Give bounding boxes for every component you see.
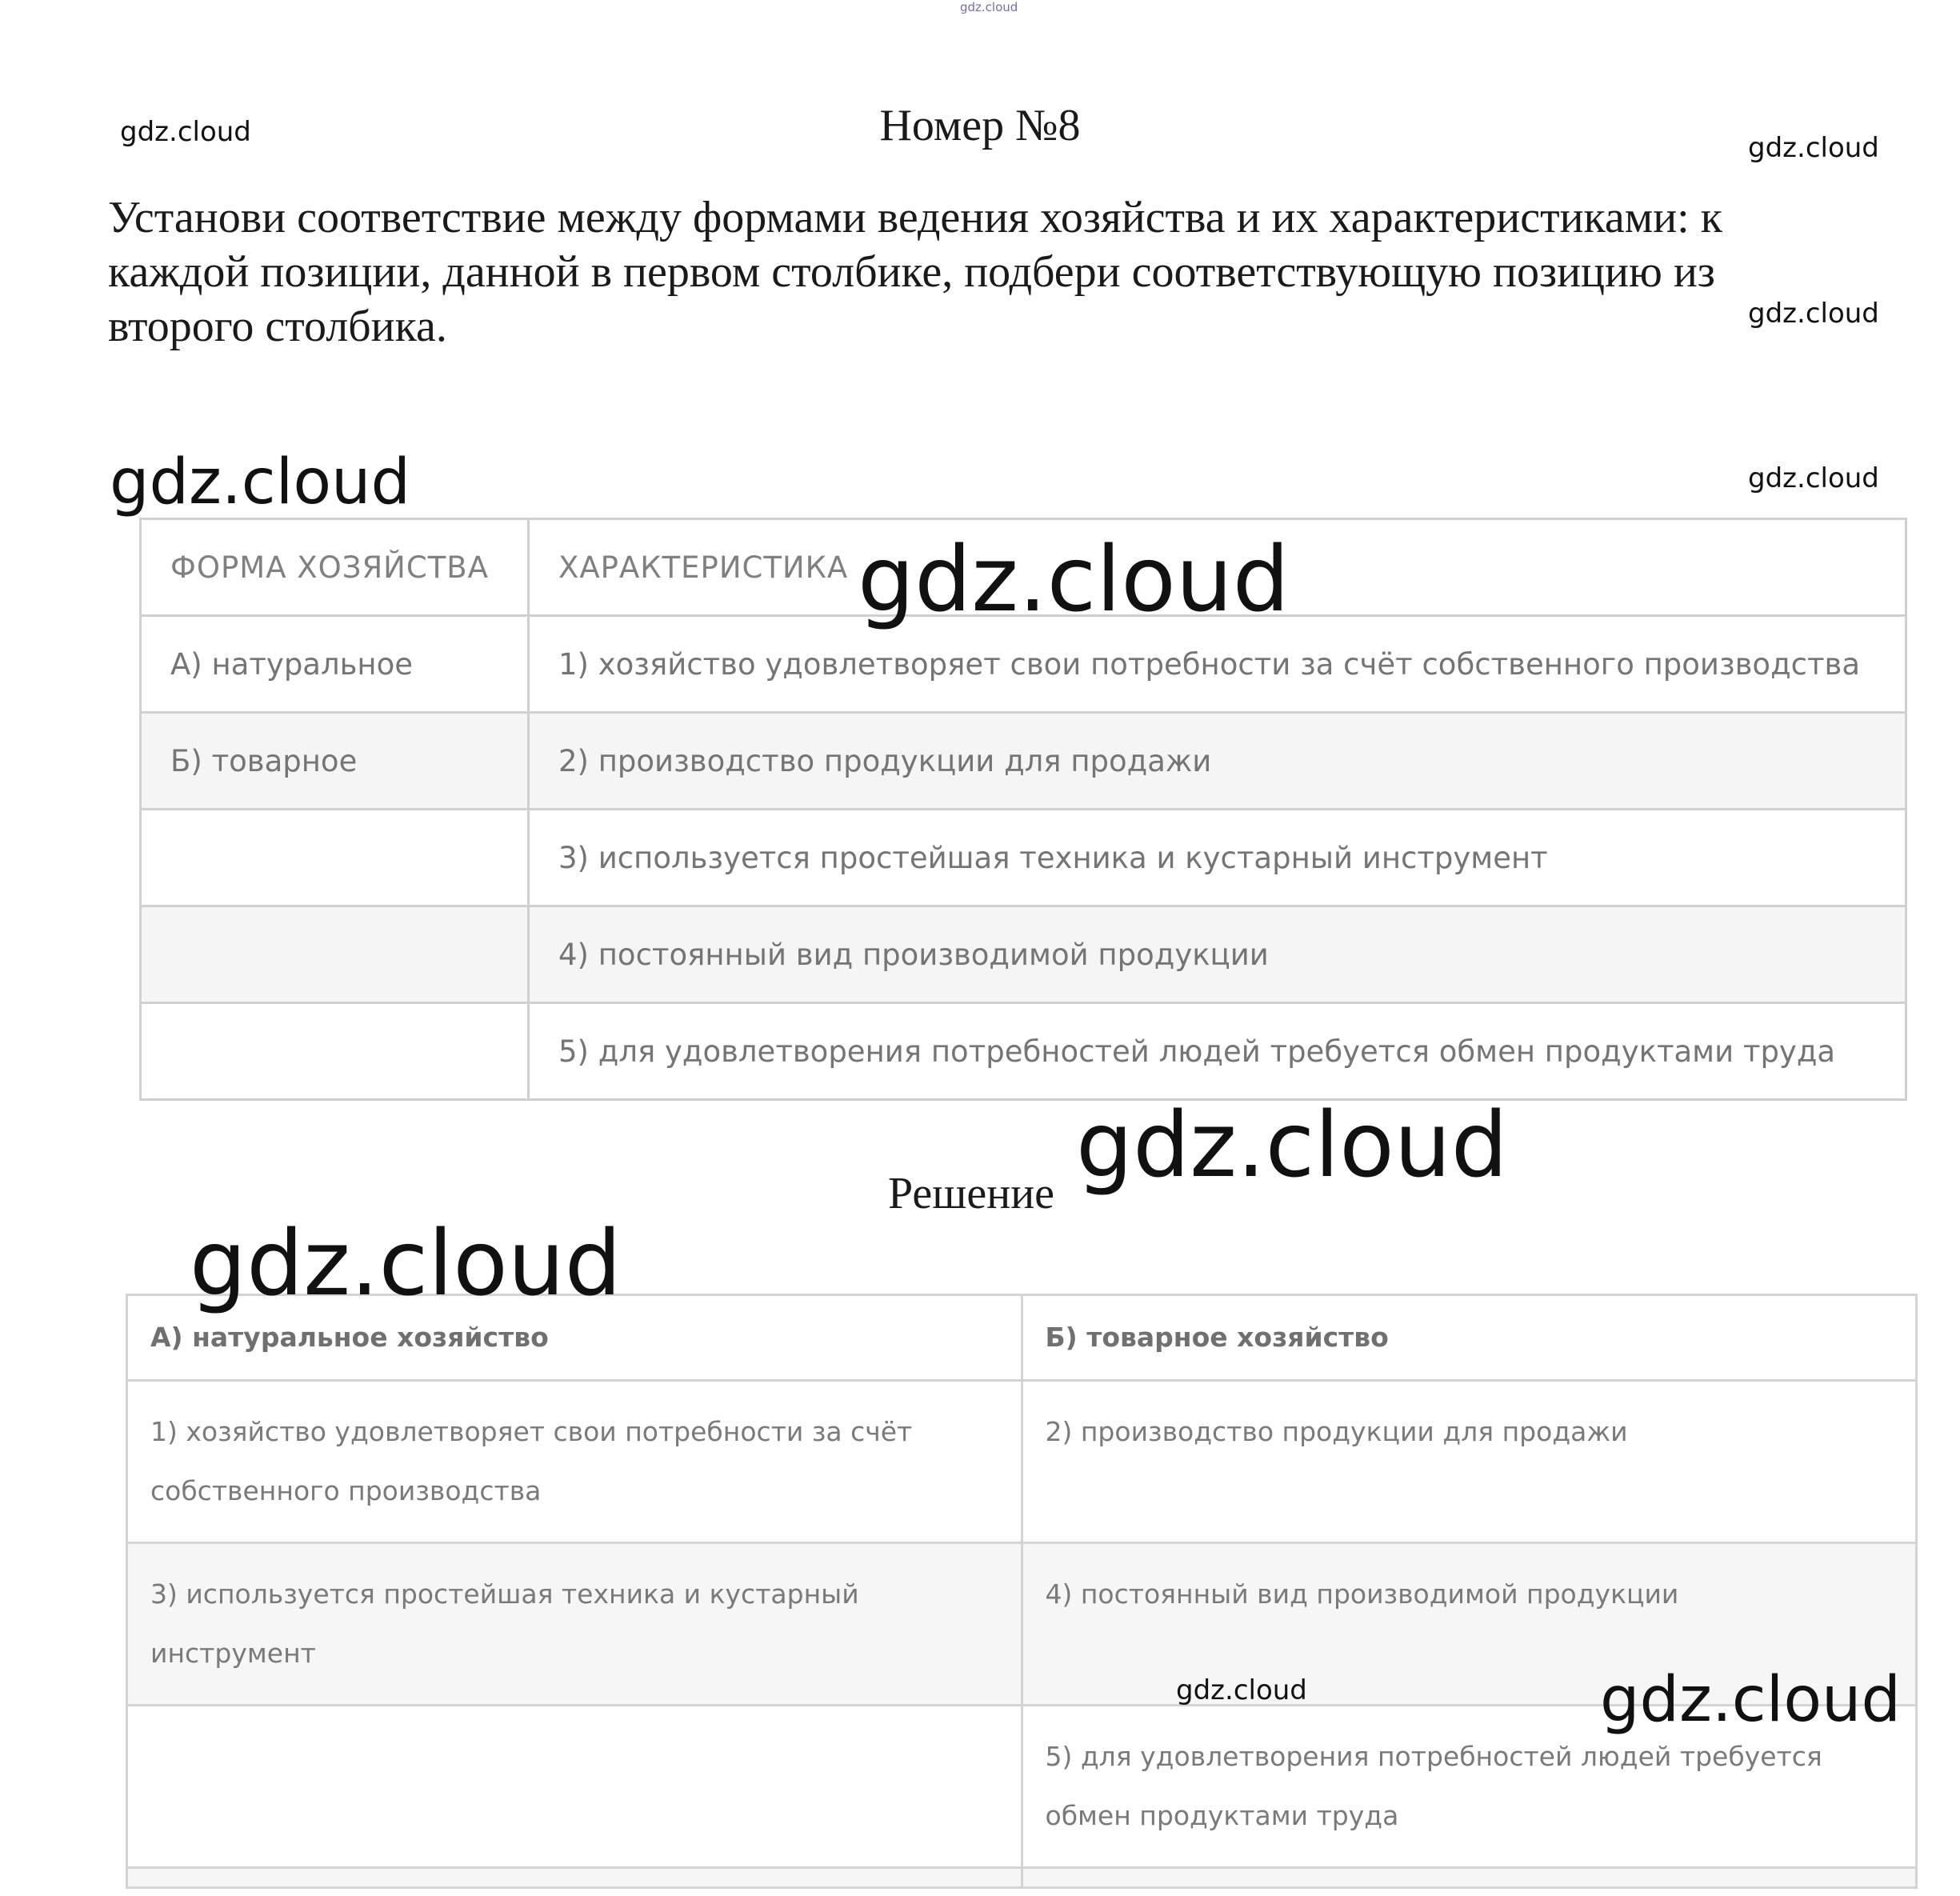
watermark-bottom-right: gdz.cloud: [1600, 1664, 1901, 1736]
task-table-header-characteristic: ХАРАКТЕРИСТИКА: [529, 519, 1906, 616]
solution-table-row: [127, 1381, 1917, 1543]
watermark-solution-small: gdz.cloud: [1176, 1674, 1307, 1706]
watermark-right-2: gdz.cloud: [1748, 298, 1879, 330]
solution-cell-natural: 1) хозяйство удовлетворяет свои потребности за счёт собственного производства: [127, 1381, 1022, 1543]
task-table-row: [141, 810, 1906, 906]
task-table-cell-form: [141, 810, 529, 906]
task-table-row: [141, 713, 1906, 810]
solution-table: [126, 1294, 1918, 1889]
page-title: Номер №8: [879, 101, 1081, 150]
task-table-cell-characteristic: 1) хозяйство удовлетворяет свои потребности за счёт собственного производства: [529, 616, 1906, 713]
task-table-header-form: ФОРМА ХОЗЯЙСТВА: [141, 519, 529, 616]
task-table-cell-characteristic: 2) производство продукции для продажи: [529, 713, 1906, 810]
task-table-cell-form: [141, 1003, 529, 1100]
task-table-cell-characteristic: 3) используется простейшая техника и кустарный инструмент: [529, 810, 1906, 906]
solution-title: Решение: [888, 1169, 1055, 1218]
watermark-top-right: gdz.cloud: [1748, 132, 1879, 164]
solution-header-commodity: Б) товарное хозяйство: [1022, 1295, 1917, 1381]
task-table-cell-form: [141, 906, 529, 1003]
solution-cell-natural: [127, 1706, 1022, 1868]
solution-header-natural: А) натуральное хозяйство: [127, 1295, 1022, 1381]
task-text: Установи соответствие между формами ведения хозяйства и их характеристиками: к каждой позиции, данной в первом столбике, подбери соответствующую позицию из второго столбика.: [108, 193, 1722, 351]
solution-cell-commodity: 2) производство продукции для продажи: [1022, 1381, 1917, 1543]
solution-cell-empty: [1022, 1868, 1917, 1888]
watermark-top-tiny: gdz.cloud: [960, 0, 1018, 14]
task-table-cell-characteristic: 5) для удовлетворения потребностей людей требуется обмен продуктами труда: [529, 1003, 1906, 1100]
solution-cell-natural: 3) используется простейшая техника и кустарный инструмент: [127, 1543, 1022, 1706]
solution-table-empty-row: [127, 1868, 1917, 1888]
task-table-cell-characteristic: 4) постоянный вид производимой продукции: [529, 906, 1906, 1003]
solution-cell-empty: [127, 1868, 1022, 1888]
task-table-cell-form: Б) товарное: [141, 713, 529, 810]
watermark-over-table: gdz.cloud: [858, 528, 1290, 632]
watermark-solution-right: gdz.cloud: [1076, 1094, 1508, 1198]
solution-cell-commodity: 5) для удовлетворения потребностей людей требуется обмен продуктами труда: [1022, 1706, 1917, 1868]
watermark-solution-left: gdz.cloud: [190, 1212, 622, 1316]
solution-cell-commodity: 4) постоянный вид производимой продукции: [1022, 1543, 1917, 1706]
watermark-right-3: gdz.cloud: [1748, 462, 1879, 494]
task-table-row: [141, 906, 1906, 1003]
watermark-top-left: gdz.cloud: [120, 116, 251, 148]
watermark-large-left: gdz.cloud: [110, 446, 410, 518]
task-table-cell-form: А) натуральное: [141, 616, 529, 713]
task-table-row: [141, 1003, 1906, 1100]
